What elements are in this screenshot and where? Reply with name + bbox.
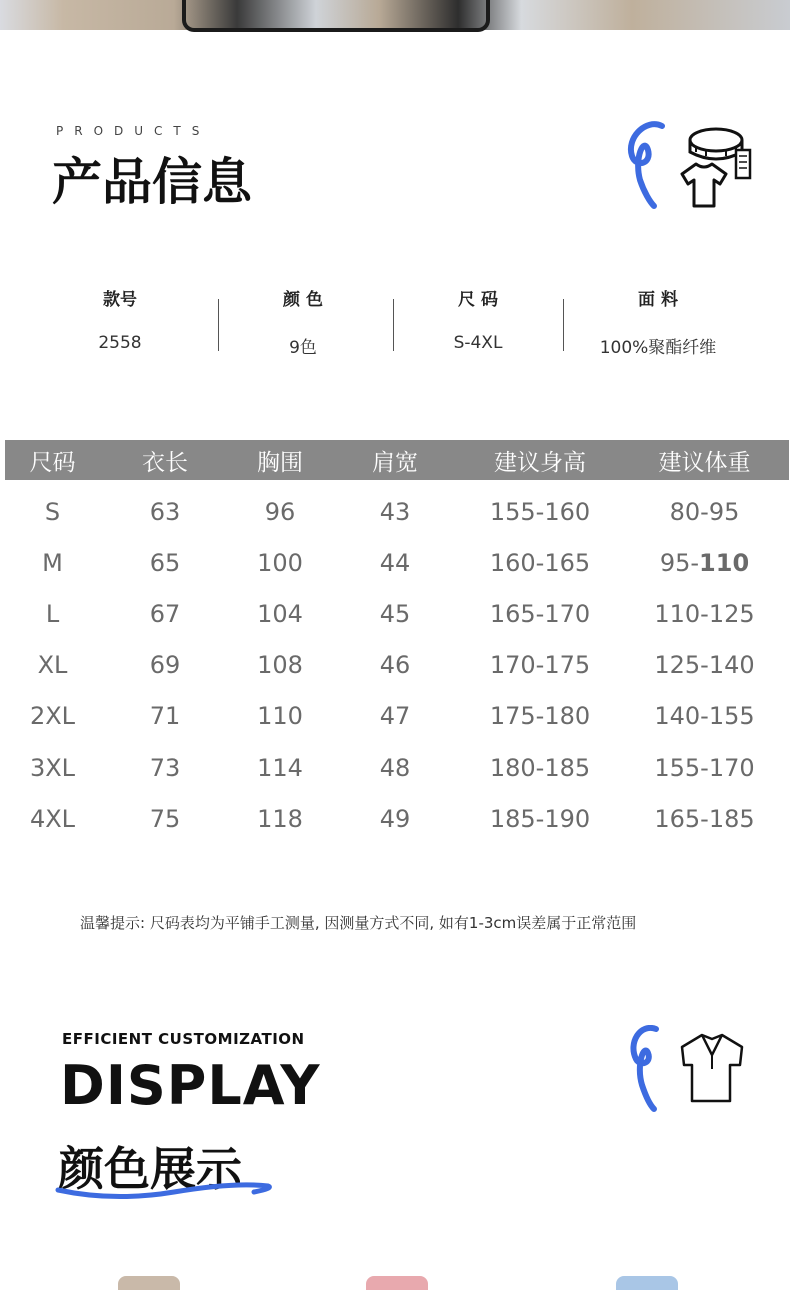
table-cell: 185-190: [489, 804, 591, 833]
table-cell: 43: [379, 497, 411, 526]
table-row: [5, 742, 789, 793]
info-color: [213, 285, 393, 358]
table-cell: 46: [379, 651, 411, 680]
header-cell: 建议身高: [494, 449, 586, 476]
table-cell: 108: [257, 651, 303, 680]
products-title: 产品信息: [52, 153, 252, 211]
info-value: 9色: [289, 338, 317, 358]
weight-bold: 110: [699, 548, 750, 577]
table-cell: 80-95: [669, 497, 740, 526]
table-cell: 160-165: [489, 548, 591, 577]
table-cell: 155-170: [654, 753, 755, 782]
table-cell: 49: [379, 804, 411, 833]
table-cell: 165-185: [654, 804, 755, 833]
table-cell: XL: [37, 651, 68, 680]
polo-shirt-icon: [628, 1025, 748, 1119]
table-row: [5, 640, 789, 691]
table-cell: 45: [379, 599, 411, 628]
table-row: [5, 691, 789, 742]
size-chart-header: [5, 440, 789, 480]
info-size: [388, 285, 568, 353]
table-cell: 175-180: [489, 702, 591, 731]
size-chart-table: [5, 440, 789, 844]
table-cell: 71: [149, 702, 181, 731]
color-swatch-blue[interactable]: [616, 1276, 678, 1290]
table-cell: 47: [379, 702, 411, 731]
table-cell: 44: [379, 548, 411, 577]
product-info-row: [30, 285, 770, 365]
info-label: 尺 码: [458, 290, 498, 310]
header-cell: 肩宽: [372, 449, 418, 476]
table-cell: 110-125: [654, 599, 755, 628]
table-cell: 180-185: [489, 753, 591, 782]
info-label: 面 料: [638, 290, 678, 310]
tshirt-measure-icon: [622, 118, 762, 222]
table-cell: 96: [264, 497, 296, 526]
table-cell: 65: [149, 548, 181, 577]
table-row: [5, 486, 789, 537]
header-cell: 胸围: [257, 449, 303, 476]
table-cell: 67: [149, 599, 181, 628]
top-product-photo-strip: [0, 0, 790, 30]
table-cell: S: [44, 497, 61, 526]
table-cell: 165-170: [489, 599, 591, 628]
table-cell: 118: [257, 804, 303, 833]
color-swatch-beige[interactable]: [118, 1276, 180, 1290]
table-cell: M: [42, 548, 63, 577]
table-cell: 125-140: [654, 651, 755, 680]
weight-prefix: 95-: [659, 548, 700, 577]
table-cell: 110: [257, 702, 303, 731]
table-cell: 155-160: [489, 497, 591, 526]
info-value: 100%聚酯纤维: [599, 338, 717, 358]
info-label: 款号: [103, 290, 137, 310]
table-cell: L: [45, 599, 60, 628]
info-label: 颜 色: [283, 290, 323, 310]
table-cell: 2XL: [29, 702, 76, 731]
photo-frame-detail: [182, 0, 490, 32]
table-cell: 3XL: [29, 753, 76, 782]
table-cell: 100: [257, 548, 303, 577]
table-cell: 170-175: [489, 651, 591, 680]
header-cell: 建议体重: [658, 449, 751, 476]
table-cell: 73: [149, 753, 181, 782]
display-eyebrow: EFFICIENT CUSTOMIZATION: [62, 1030, 305, 1048]
table-cell: 4XL: [29, 804, 76, 833]
table-cell: 48: [379, 753, 411, 782]
color-swatch-pink[interactable]: [366, 1276, 428, 1290]
color-display-title: 颜色展示: [58, 1142, 242, 1196]
divider: [563, 299, 564, 351]
header-cell: 尺码: [29, 449, 76, 476]
size-note: 温馨提示: 尺码表均为平铺手工测量, 因测量方式不同, 如有1-3cm误差属于正常范围: [80, 914, 637, 932]
table-cell: 114: [257, 753, 303, 782]
table-row: [5, 588, 789, 639]
table-cell: 69: [149, 651, 181, 680]
display-title: DISPLAY: [60, 1054, 321, 1117]
info-value: 2558: [98, 333, 142, 353]
table-cell: 75: [149, 804, 181, 833]
products-eyebrow: PRODUCTS: [56, 124, 211, 138]
table-cell: 63: [149, 497, 181, 526]
info-style-number: [30, 285, 210, 353]
info-fabric: [568, 285, 748, 358]
header-cell: 衣长: [142, 449, 188, 476]
table-cell-m-weight: [620, 549, 789, 577]
table-row: [5, 793, 789, 844]
table-cell: 104: [257, 599, 303, 628]
table-cell: 140-155: [654, 702, 755, 731]
table-row: [5, 537, 789, 588]
brush-underline: [54, 1172, 284, 1206]
info-value: S-4XL: [453, 333, 503, 353]
